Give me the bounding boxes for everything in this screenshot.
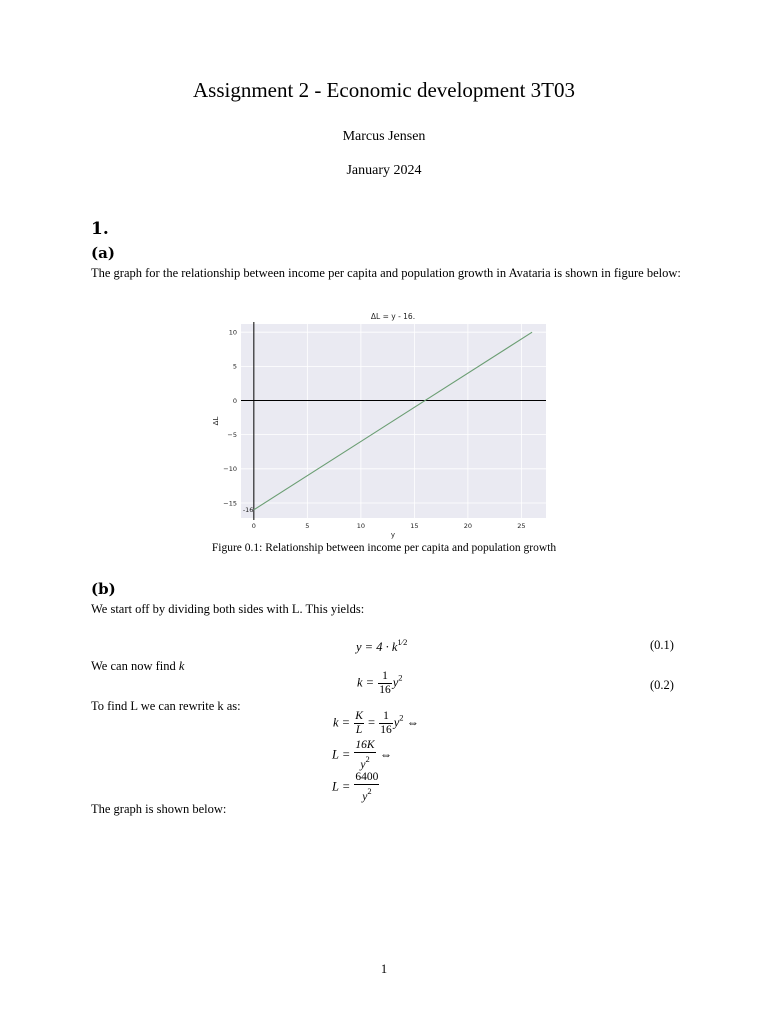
- x-tick-label: 25: [517, 522, 526, 530]
- equation-0-1: [356, 637, 407, 655]
- page-number: 1: [380, 962, 388, 976]
- annotation-label: -16: [242, 505, 254, 514]
- figure-chart: [200, 306, 560, 542]
- x-tick-label: 0: [251, 522, 256, 530]
- y-tick-label: −5: [227, 430, 237, 439]
- subsection-heading-b: (b): [91, 580, 116, 598]
- x-tick-label: 10: [356, 522, 366, 530]
- document-date: January 2024: [346, 163, 422, 178]
- equation-0-2: k = $\frac{1}{16}$ $y^2$: [357, 670, 403, 696]
- figure-caption: Figure 0.1: Relationship between income per capita and population growth: [211, 542, 557, 554]
- x-tick-label: 20: [463, 522, 473, 530]
- document-author: Marcus Jensen: [342, 129, 426, 144]
- section-heading: 1.: [91, 219, 109, 239]
- chart-title: ΔL = y - 16.: [370, 312, 416, 321]
- equation-line-2: L = $\frac{16K}{y^2}$ ⇔: [332, 739, 393, 771]
- equation-line-1: k = $\frac{K}{L}$ = $\frac{1}{16}$ $y^2$ ⇔: [333, 710, 420, 736]
- equation-line-3: L = $\frac{6400}{y^2}$: [332, 771, 379, 803]
- paragraph-b2: We can now find k: [91, 659, 185, 673]
- y-tick-label: 10: [228, 328, 237, 337]
- x-tick-label: 15: [410, 522, 419, 530]
- document-title: Assignment 2 - Economic development 3T03: [192, 78, 575, 102]
- paragraph-b1: We start off by dividing both sides with L. This yields:: [91, 602, 365, 616]
- y-tick-label: −10: [223, 465, 237, 474]
- y-tick-label: 0: [232, 396, 237, 405]
- eq2-fraction: $\frac{1}{16}$: [379, 670, 391, 696]
- y-axis-label: ΔL: [212, 416, 220, 426]
- paragraph-b4: The graph is shown below:: [91, 802, 227, 816]
- x-axis-label: y: [390, 531, 396, 539]
- eq1-expression: y = 4 · k: [356, 640, 398, 654]
- paragraph-b3: To find L we can rewrite k as:: [91, 699, 241, 713]
- subsection-heading-a: (a): [91, 244, 115, 262]
- y-tick-label: 5: [232, 362, 237, 371]
- x-tick-label: 5: [305, 522, 310, 530]
- paragraph-a: The graph for the relationship between income per capita and population growth in Avataria is shown in figure below:: [91, 266, 681, 280]
- eq1-exponent: 1⁄2: [397, 637, 408, 647]
- equation-number-0-1: (0.1): [650, 638, 674, 652]
- equation-number-0-2: (0.2): [650, 678, 674, 692]
- y-tick-label: −15: [223, 499, 237, 508]
